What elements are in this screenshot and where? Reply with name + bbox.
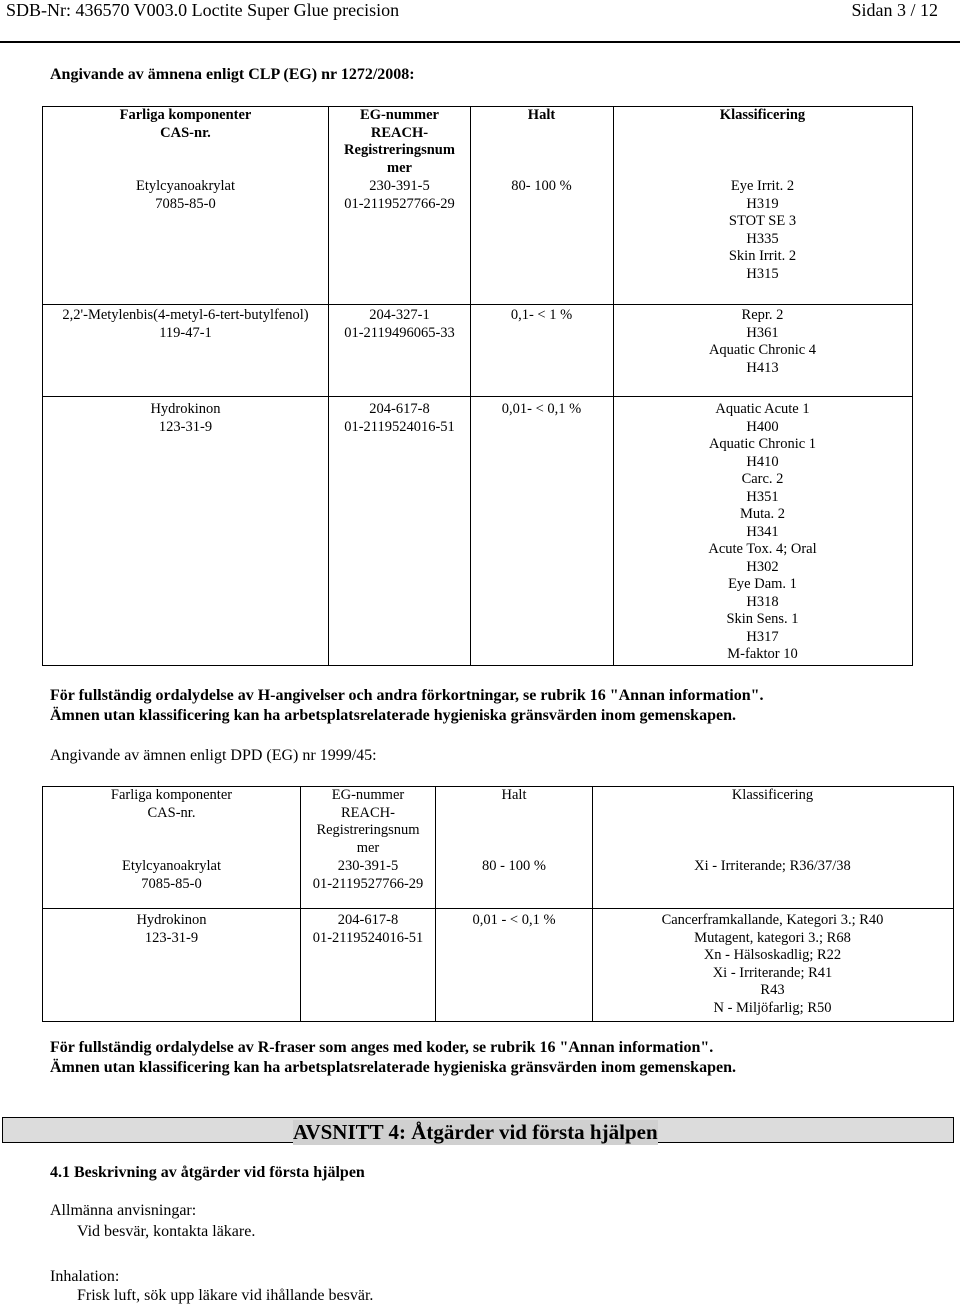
- dpd-col-header-eg: EG-nummer REACH- Registreringsnum mer: [316, 787, 420, 856]
- section-banner: [2, 1117, 954, 1143]
- dpd-heading: Angivande av ämnen enligt DPD (EG) nr 1999/45:: [50, 747, 377, 764]
- clp-col-header-halt: Halt: [527, 107, 556, 123]
- clp-row3-halt: 0,01- < 0,1 %: [501, 401, 582, 417]
- clp-row1-component: Etylcyanoakrylat 7085-85-0: [135, 178, 236, 212]
- clp-col-header-eg: EG-nummer REACH- Registreringsnum mer: [344, 107, 455, 176]
- clp-col-header-klass: Klassificering: [719, 107, 806, 123]
- clp-col-header-component: Farliga komponenter CAS-nr.: [119, 107, 252, 141]
- dpd-row1-component: Etylcyanoakrylat 7085-85-0: [121, 858, 222, 892]
- dpd-note-limits: Ämnen utan klassificering kan ha arbetsplatsrelaterade hygieniska gränsvärden inom gemenskapen.: [50, 1059, 736, 1076]
- header-rule: [0, 41, 960, 43]
- clp-row3-klass: Aquatic Acute 1 H400 Aquatic Chronic 1 H410 Carc. 2 H351 Muta. 2 H341 Acute Tox. 4; Oral H302 Eye Dam. 1 H318 Skin Sens. 1 H317 M-faktor 10: [708, 401, 817, 662]
- clp-row2-component: 2,2'-Metylenbis(4-metyl-6-tert-butylfenol) 119-47-1: [62, 307, 309, 341]
- dpd-col-header-klass: Klassificering: [731, 787, 814, 803]
- clp-row2-halt: 0,1- < 1 %: [510, 307, 573, 323]
- clp-row1-halt: 80- 100 %: [511, 178, 572, 194]
- page-number: Sidan 3 / 12: [851, 0, 938, 20]
- subsection-heading: 4.1 Beskrivning av åtgärder vid första hjälpen: [50, 1164, 365, 1181]
- dpd-note-r-phrases: För fullständig ordalydelse av R-fraser som anges med koder, se rubrik 16 "Annan information".: [50, 1039, 714, 1056]
- dpd-col-header-halt: Halt: [501, 787, 527, 803]
- dpd-row1-klass: Xi - Irriterande; R36/37/38: [694, 858, 851, 874]
- document-id: SDB-Nr: 436570 V003.0 Loctite Super Glue precision: [6, 0, 400, 20]
- section-title: AVSNITT 4: Åtgärder vid första hjälpen: [293, 1120, 658, 1144]
- clp-row2-eg: 204-327-1 01-2119496065-33: [344, 307, 455, 341]
- clp-row1-eg: 230-391-5 01-2119527766-29: [344, 178, 455, 212]
- dpd-row1-halt: 80 - 100 %: [481, 858, 547, 874]
- page-header: [0, 0, 960, 24]
- general-label: Allmänna anvisningar:: [50, 1202, 197, 1219]
- clp-row1-klass: Eye Irrit. 2 H319 STOT SE 3 H335 Skin Irrit. 2 H315: [728, 178, 797, 282]
- inhalation-label: Inhalation:: [50, 1268, 120, 1285]
- inhalation-text: Frisk luft, sök upp läkare vid ihållande besvär.: [77, 1287, 374, 1304]
- general-text: Vid besvär, kontakta läkare.: [77, 1223, 256, 1240]
- clp-note-limits: Ämnen utan klassificering kan ha arbetsplatsrelaterade hygieniska gränsvärden inom gemenskapen.: [50, 707, 736, 724]
- clp-note-h-phrases: För fullständig ordalydelse av H-angivelser och andra förkortningar, se rubrik 16 "Annan information".: [50, 687, 764, 704]
- dpd-row1-eg: 230-391-5 01-2119527766-29: [312, 858, 424, 892]
- clp-heading: Angivande av ämnena enligt CLP (EG) nr 1272/2008:: [50, 66, 415, 83]
- clp-row2-klass: Repr. 2 H361 Aquatic Chronic 4 H413: [708, 307, 817, 376]
- dpd-row2-halt: 0,01 - < 0,1 %: [472, 912, 556, 928]
- clp-row3-eg: 204-617-8 01-2119524016-51: [344, 401, 455, 435]
- dpd-row-divider: [42, 908, 953, 909]
- dpd-row2-klass: Cancerframkallande, Kategori 3.; R40 Mutagent, kategori 3.; R68 Xn - Hälsoskadlig; R22 Xi - Irriterande; R41 R43 N - Miljöfarlig; R50: [661, 912, 884, 1016]
- clp-row-divider: [42, 304, 912, 305]
- clp-row3-component: Hydrokinon 123-31-9: [150, 401, 221, 435]
- dpd-col-header-component: Farliga komponenter CAS-nr.: [110, 787, 233, 821]
- dpd-row2-component: Hydrokinon 123-31-9: [136, 912, 207, 946]
- dpd-row2-eg: 204-617-8 01-2119524016-51: [312, 912, 424, 946]
- clp-row-divider: [42, 396, 912, 397]
